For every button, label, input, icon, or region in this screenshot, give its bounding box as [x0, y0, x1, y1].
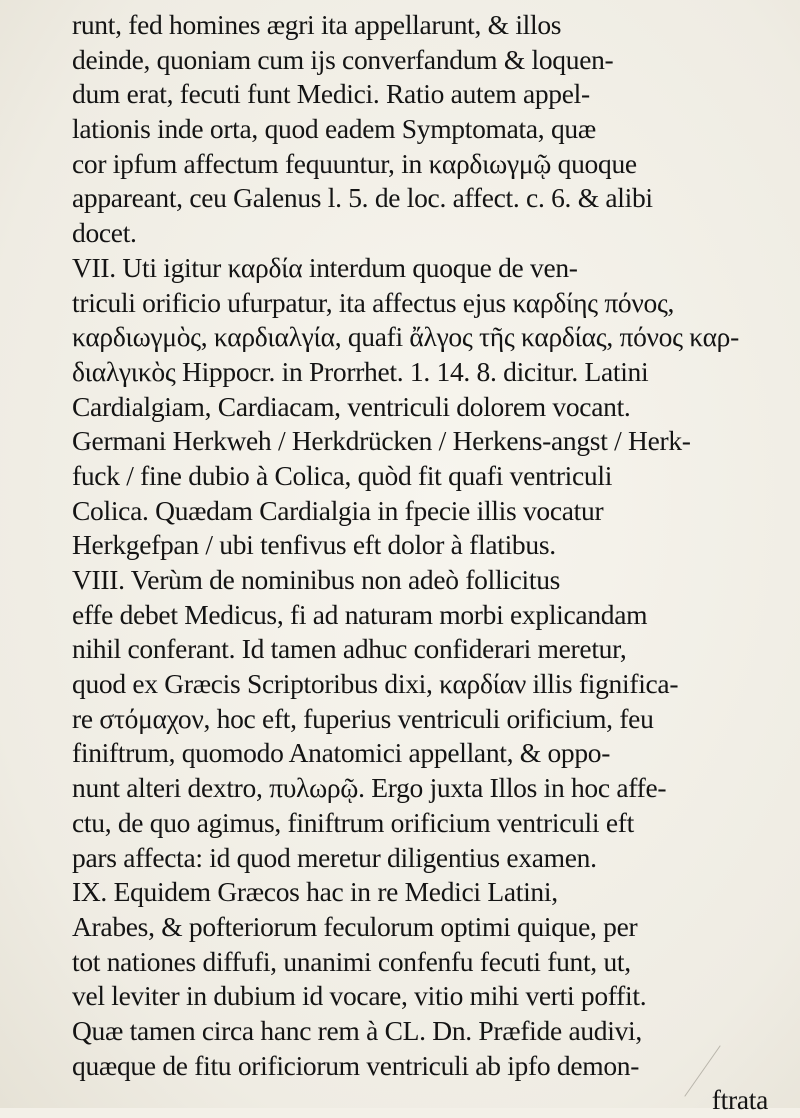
text-line: deinde, quoniam cum ijs converfandum & loquen- — [72, 43, 614, 75]
text-line: VII. Uti igitur καρδία interdum quoque de ven- — [72, 251, 578, 283]
text-line: καρδιωγμὸς, καρδιαλγία, quafi ἄλγος τῆς καρδίας, πόνος καρ- — [72, 321, 739, 353]
text-line: ctu, de quo agimus, finiftrum orificium ventriculi eft — [72, 806, 634, 838]
catchword: ftrata — [711, 1084, 768, 1116]
text-line: pars affecta: id quod meretur diligentius examen. — [72, 841, 597, 873]
text-line: fuck / fine dubio à Colica, quòd fit quafi ventriculi — [72, 459, 613, 491]
page-text — [72, 8, 778, 1118]
text-line: triculi orificio ufurpatur, ita affectus ejus καρδίης πόνος, — [72, 286, 675, 318]
text-line: appareant, ceu Galenus l. 5. de loc. affect. c. 6. & alibi — [72, 182, 653, 214]
text-line: effe debet Medicus, fi ad naturam morbi explicandam — [72, 598, 648, 630]
text-line: runt, fed homines ægri ita appellarunt, & illos — [72, 9, 562, 40]
text-line: dum erat, fecuti funt Medici. Ratio autem appel- — [72, 78, 590, 110]
text-line: VIII. Verùm de nominibus non adeò follicitus — [72, 564, 561, 595]
text-line: Cardialgiam, Cardiacam, ventriculi dolorem vocant. — [72, 390, 631, 422]
text-line: διαλγικὸς Hippocr. in Prorrhet. 1. 14. 8. dicitur. Latini — [72, 355, 649, 387]
text-line: re στόμαχον, hoc eft, fuperius ventriculi orificium, feu — [72, 702, 654, 734]
text-line: finiftrum, quomodo Anatomici appellant, & oppo- — [72, 737, 611, 769]
text-line: Colica. Quædam Cardialgia in fpecie illis vocatur — [72, 494, 604, 526]
text-line: vel leviter in dubium id vocare, vitio mihi verti poffit. — [72, 980, 647, 1012]
text-line: quod ex Græcis Scriptoribus dixi, καρδίαν illis fignifica- — [72, 668, 679, 700]
text-line: lationis inde orta, quod eadem Symptomata, quæ — [72, 113, 596, 145]
text-line: Arabes, & pofteriorum feculorum optimi quique, per — [72, 910, 638, 942]
text-line: cor ipfum affectum fequuntur, in καρδιωγμῷ quoque — [72, 147, 637, 179]
text-line: nihil conferant. Id tamen adhuc confiderari meretur, — [72, 633, 627, 665]
text-line: Herkgefpan / ubi tenfivus eft dolor à flatibus. — [72, 529, 556, 561]
text-line: Quæ tamen circa hanc rem à CL. Dn. Præfide audivi, — [72, 1014, 642, 1046]
text-line: IX. Equidem Græcos hac in re Medici Latini, — [72, 876, 558, 908]
text-line: Germani Herkweh / Herkdrücken / Herkens-angst / Herk- — [72, 425, 691, 457]
text-line: tot nationes diffufi, unanimi confenfu fecuti funt, ut, — [72, 945, 631, 977]
text-line: docet. — [72, 217, 137, 249]
text-line: quæque de fitu orificiorum ventriculi ab ipfo demon- — [72, 1049, 640, 1081]
text-line: nunt alteri dextro, πυλωρῷ. Ergo juxta Illos in hoc affe- — [72, 772, 667, 804]
